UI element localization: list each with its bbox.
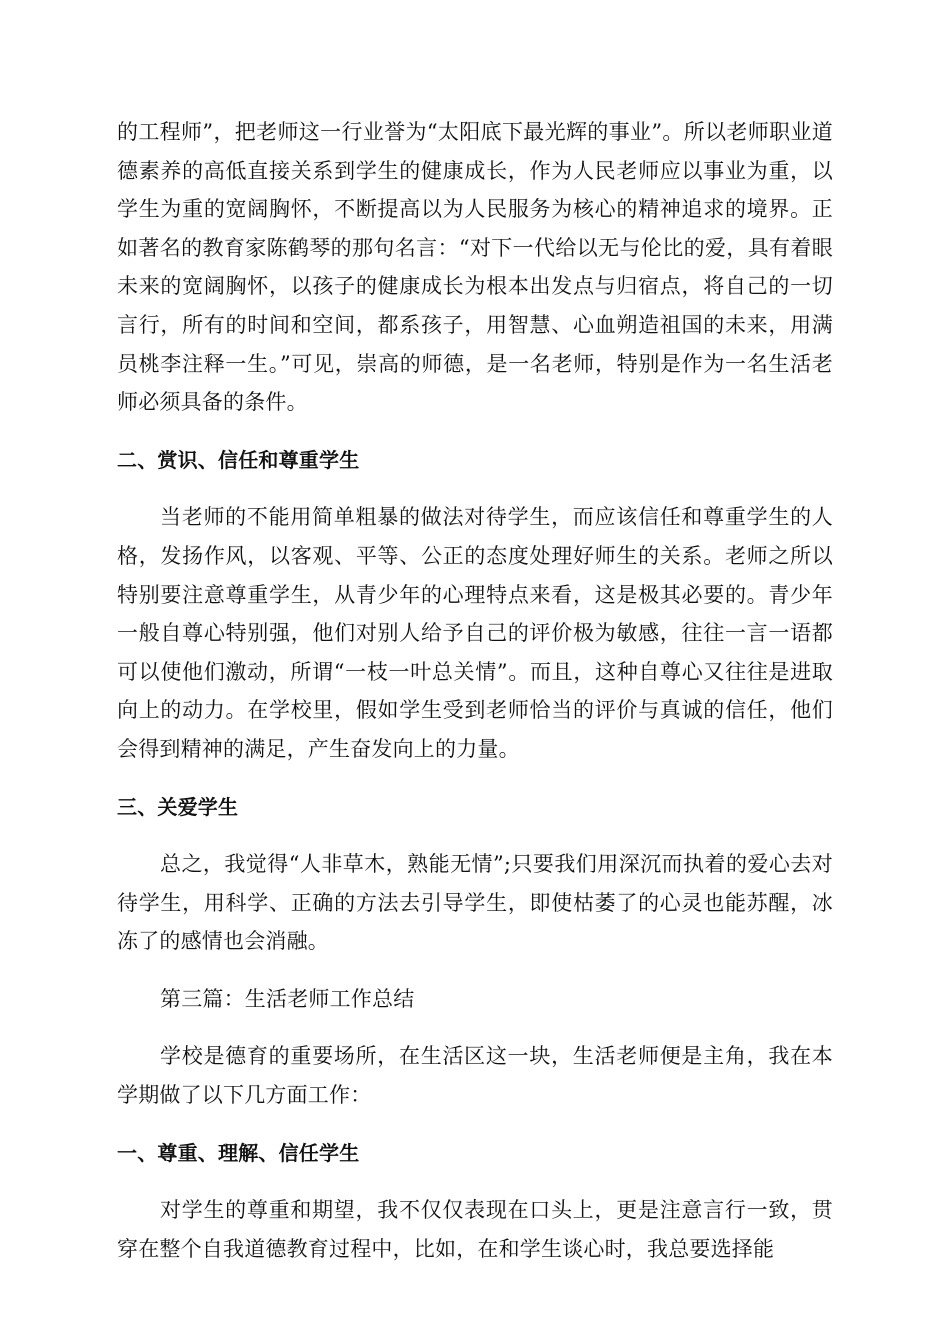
document-body xyxy=(117,113,833,1268)
section-heading-care: 三、关爱学生 xyxy=(117,794,239,819)
paragraph-gap xyxy=(117,961,833,980)
paragraph-chapter-title: 第三篇：生活老师工作总结 xyxy=(160,986,415,1011)
paragraph-respect-students: 当老师的不能用简单粗暴的做法对待学生，而应该信任和尊重学生的人格，发扬作风，以客观、平等、公正的态度处理好师生的关系。老师之所以特别要注意尊重学生，从青少年的心理特点来看，这是极其必要的。青少年一般自尊心特别强，他们对别人给予自己的评价极为敏感，往往一言一语都可以使他们激动，所谓“一枝一叶总关情”。而且，这种自尊心又往往是进取向上的动力。在学校里，假如学生受到老师恰当的评价与真诚的信任，他们会得到精神的满足，产生奋发向上的力量。 xyxy=(117,505,833,761)
paragraph-gap xyxy=(117,1115,833,1134)
section-heading-respect: 二、赏识、信任和尊重学生 xyxy=(117,447,360,472)
paragraph-care-students: 总之，我觉得“人非草木，熟能无情”;只要我们用深沉而执着的爱心去对待学生，用科学、正确的方法去引导学生，即使枯萎了的心灵也能苏醒，冰冻了的感情也会消融。 xyxy=(117,852,833,954)
paragraph-gap xyxy=(117,826,833,845)
paragraph-gap xyxy=(117,769,833,788)
section-heading-understand: 一、尊重、理解、信任学生 xyxy=(117,1140,360,1165)
paragraph-gap xyxy=(117,1018,833,1037)
paragraph-gap xyxy=(117,1172,833,1191)
paragraph-gap xyxy=(117,479,833,498)
paragraph-school-intro: 学校是德育的重要场所，在生活区这一块，生活老师便是主角，我在本学期做了以下几方面工作： xyxy=(117,1044,833,1108)
paragraph-gap xyxy=(117,422,833,441)
paragraph-teacher-ethics: 的工程师”，把老师这一行业誉为“太阳底下最光辉的事业”。所以老师职业道德素养的高低直接关系到学生的健康成长，作为人民老师应以事业为重，以学生为重的宽阔胸怀，不断提高以为人民服务为核心的精神追求的境界。正如著名的教育家陈鹤琴的那句名言：“对下一代给以无与伦比的爱，具有着眼未来的宽阔胸怀，以孩子的健康成长为根本出发点与归宿点，将自己的一切言行，所有的时间和空间，都系孩子，用智慧、心血朔造祖国的未来，用满员桃李注释一生。”可见，崇高的师德，是一名老师，特别是作为一名生活老师必须具备的条件。 xyxy=(117,120,833,415)
paragraph-respect-expectation: 对学生的尊重和期望，我不仅仅表现在口头上，更是注意言行一致，贯穿在整个自我道德教育过程中，比如，在和学生谈心时，我总要选择能 xyxy=(117,1198,833,1261)
